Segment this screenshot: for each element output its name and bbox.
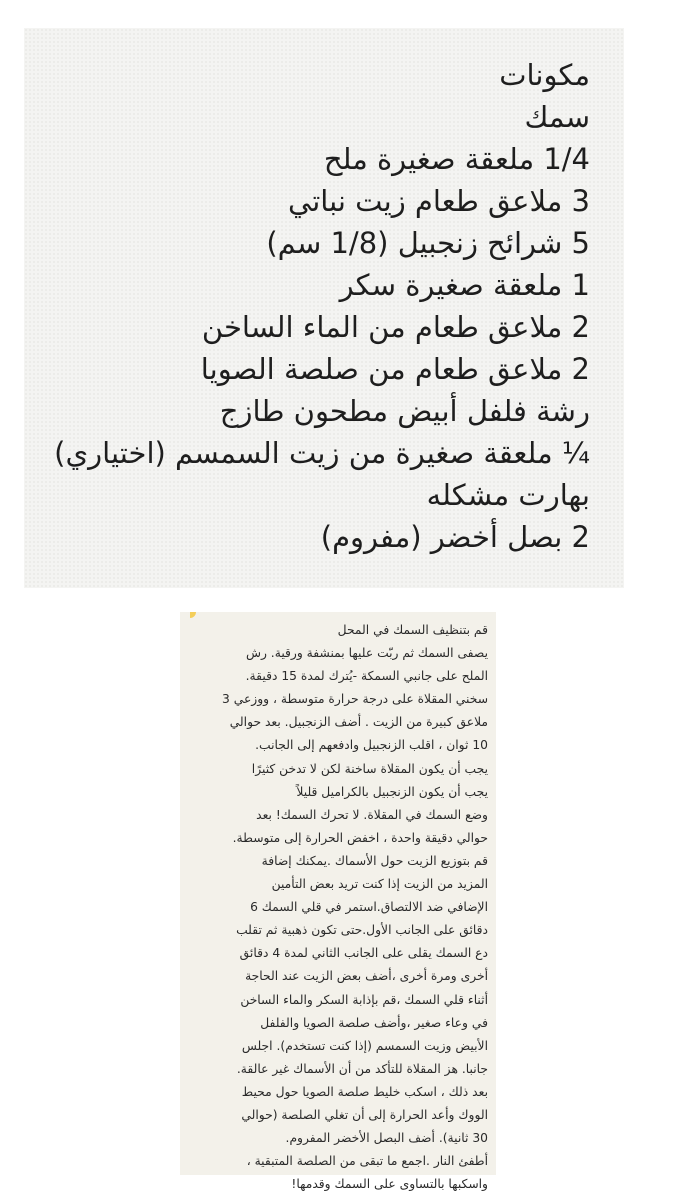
ingredients-list — [50, 54, 590, 558]
ingredient-line: سمك — [524, 100, 590, 134]
instruction-line: الإضافي ضد الالتصاق.استمر في قلي السمك 6 — [250, 900, 488, 915]
instruction-line: قم بتنظيف السمك في المحل — [337, 623, 488, 637]
instruction-line: جانبا. هز المقلاة للتأكد من أن الأسماك غير عالقة. — [236, 1061, 488, 1076]
instruction-line: 10 ثوان ، اقلب الزنجبيل وادفعهم إلى الجانب. — [255, 738, 488, 753]
instruction-line: في وعاء صغير ،وأضف صلصة الصويا والفلفل — [260, 1015, 488, 1030]
instruction-line: أخرى ومرة أخرى ،أضف بعض الزيت عند الحاجة — [245, 969, 488, 984]
instruction-line: المزيد من الزيت إذا كنت تريد بعض التأمين — [271, 877, 488, 892]
instruction-line: يجب أن يكون الزنجبيل بالكراميل قليلاً — [296, 784, 488, 799]
ingredient-line: ¼ ملعقة صغيرة من زيت السمسم (اختياري) — [54, 436, 590, 470]
instruction-line: دع السمك يقلى على الجانب الثاني لمدة 4 دقائق — [239, 946, 488, 961]
ingredients-heading: مكونات — [499, 58, 590, 92]
ingredient-line: بهارت مشكله — [426, 478, 590, 512]
ingredient-line: 2 ملاعق طعام من الماء الساخن — [201, 310, 590, 344]
ingredient-line: 1/4 ملعقة صغيرة ملح — [323, 142, 590, 176]
instructions-card — [180, 612, 496, 1192]
instruction-line: حوالي دقيقة واحدة ، اخفض الحرارة إلى متوسطة. — [232, 830, 488, 845]
ingredient-line: 2 ملاعق طعام من صلصة الصويا — [200, 352, 590, 386]
instruction-line: دقائق على الجانب الأول.حتى تكون ذهبية ثم تقلب — [236, 923, 488, 938]
instruction-line: 30 ثانية). أضف البصل الأخضر المفروم. — [285, 1131, 488, 1146]
instruction-line: الأبيض وزيت السمسم (إذا كنت تستخدم). اجلس — [241, 1038, 488, 1053]
instruction-line: الملح على جانبي السمكة -يُترك لمدة 15 دقيقة. — [245, 669, 488, 684]
instruction-line: الووك وأعد الحرارة إلى أن تغلي الصلصة (حوالي — [241, 1107, 488, 1122]
ingredients-card — [24, 28, 624, 588]
ingredient-line: رشة فلفل أبيض مطحون طازج — [219, 394, 590, 428]
instruction-line: يصفى السمك ثم ربّت عليها بمنشفة ورقية. رش — [245, 646, 488, 661]
instruction-line: أطفئ النار .اجمع ما تبقى من الصلصة المتبقية ، — [246, 1154, 488, 1169]
instruction-line: ملاعق كبيرة من الزيت . أضف الزنجبيل. بعد حوالي — [229, 715, 488, 730]
instruction-line: وضع السمك في المقلاة. لا تحرك السمك! بعد — [256, 807, 488, 822]
instruction-line: قم بتوزيع الزيت حول الأسماك .يمكنك إضافة — [261, 853, 488, 868]
instructions-list — [188, 619, 488, 1196]
ingredient-line: 5 شرائح زنجبيل (1/8 سم) — [266, 226, 590, 260]
ingredient-line: 3 ملاعق طعام زيت نباتي — [288, 184, 590, 218]
instruction-line: سخني المقلاة على درجة حرارة متوسطة ، ووزعي 3 — [221, 692, 488, 707]
instruction-line: أثناء قلي السمك ،قم بإذابة السكر والماء الساخن — [240, 992, 488, 1007]
instruction-line: يجب أن يكون المقلاة ساخنة لكن لا تدخن كثيرًا — [251, 761, 488, 776]
ingredient-line: 1 ملعقة صغيرة سكر — [339, 268, 590, 302]
ingredient-line: 2 بصل أخضر (مفروم) — [320, 520, 590, 554]
instruction-line: بعد ذلك ، اسكب خليط صلصة الصويا حول محيط — [241, 1084, 488, 1099]
instruction-line: واسكبها بالتساوى على السمك وقدمها! — [291, 1177, 488, 1192]
